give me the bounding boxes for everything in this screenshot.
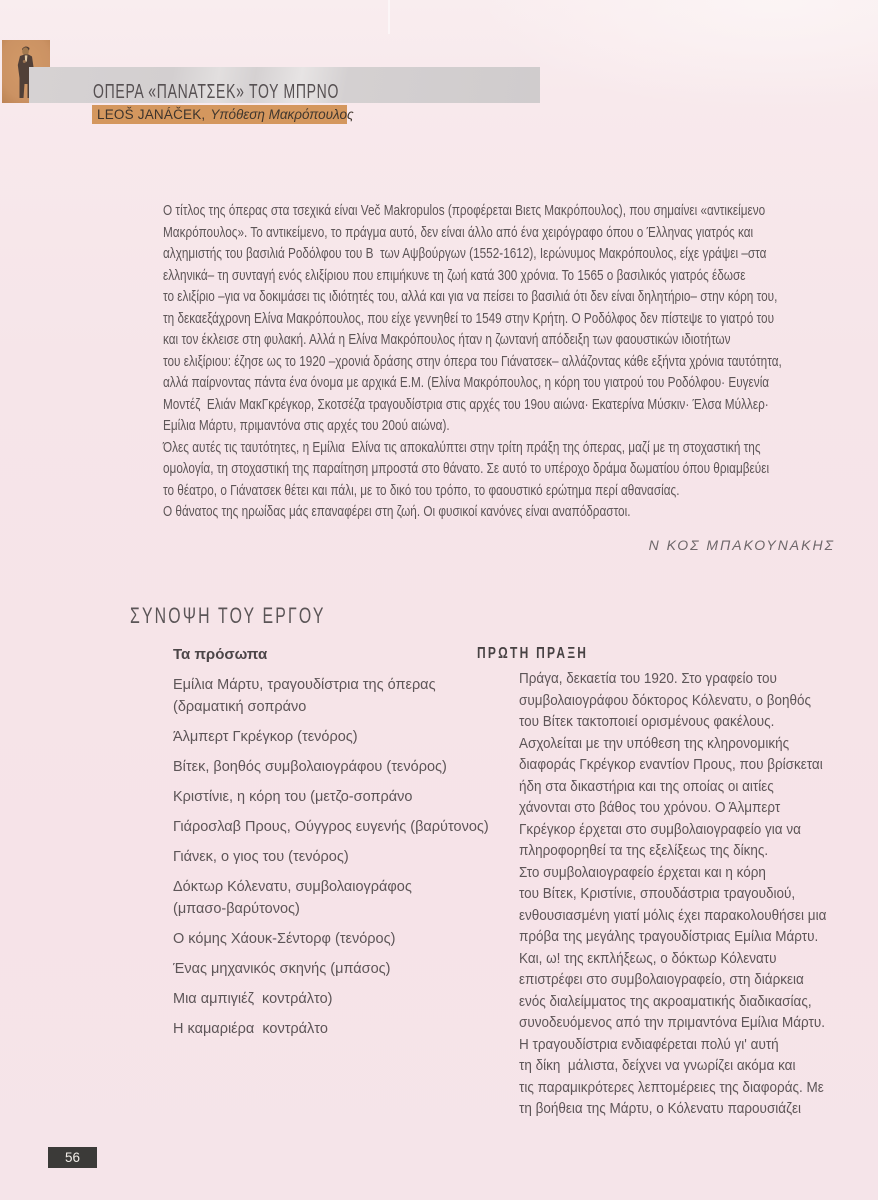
act1-line: συμβολαιογράφου δόκτορος Κόλενατυ, ο βοηθός [519,691,812,709]
character-item [173,846,489,868]
list-item-line: Κριστίνιε, η κόρη του (μετζο-σοπράνο [173,789,413,805]
act1-line: ήδη στα δικαστήρια και της οποίας οι αιτίες [519,777,774,795]
intro-line: Μοντέζ Ελιάν ΜακΓκρέγκορ, Σκοτσέζα τραγουδίστρια στις αρχές του 19ου αιώνα· Εκατερίνα Μύσκιν· Έλσα Μύλλερ· [163,395,769,413]
list-item-line: (δραματική σοπράνο [173,699,307,715]
character-item [173,756,489,778]
act1-line: επιστρέφει στο συμβολαιογραφείο, στη διάρκεια [519,971,804,988]
list-item-line: Ο κόμης Χάουκ-Σέντορφ (τενόρος) [173,931,396,947]
act1-line: Πράγα, δεκαετία του 1920. Στο γραφείο του [519,670,777,687]
intro-line: του ελιξίριου: έζησε ως το 1920 –χρονιά δράσης στην όπερα του Γιάνατσεκ– αλλάζοντας κάθε εξήντα χρόνια ταυτότητα, [163,352,782,370]
act1-line: Ασχολείται με την υπόθεση της κληρονομικής [519,734,790,752]
intro-line: και τον έκλεισε στη φυλακή. Αλλά η Ελίνα Μακρόπουλος ήταν η ζωντανή απόδειξη των φαουστικών ιδιοτήτων [163,331,731,348]
composer-name: LEOŠ JANÁČEK, [97,107,206,122]
character-item [173,786,489,808]
character-item [173,726,489,748]
intro-line: Ο θάνατος της ηρωίδας μάς επαναφέρει στη ζωή. Οι φυσικοί κανόνες είναι αναπόδραστοι. [163,503,631,520]
list-item-line: Η καμαριέρα κοντράλτο [173,1021,328,1037]
author-signature: Ν ΚΟΣ ΜΠΑΚΟΥΝΑΚΗΣ [648,537,835,553]
list-item-line: Δόκτωρ Κόλενατυ, συμβολαιογράφος [173,879,412,895]
intro-line: Ο τίτλος της όπερας στα τσεχικά είναι Več Makropulos (προφέρεται Βιετς Μακρόπουλος), που σημαίνει «αντικείμενο [163,202,766,219]
page-number: 56 [48,1147,97,1168]
act1-line: τη βοήθεια της Μάρτυ, ο Κόλενατυ παρουσιάζει [519,1100,802,1117]
act1-paragraph [519,668,861,1120]
character-item [173,958,489,980]
character-item [173,876,489,920]
opera-subtitle: Υπόθεση Μακρόπουλος [210,107,354,122]
list-item-line: (μπασο-βαρύτονος) [173,901,300,917]
list-item-line: Εμίλια Μάρτυ, τραγουδίστρια της όπερας [173,677,436,693]
intro-line: τη δεκαεξάχρονη Ελίνα Μακρόπουλος, που είχε γεννηθεί το 1549 στην Κρήτη. Ο Ροδόλφος δεν πίστεψε το γιατρό του [163,309,775,327]
list-item-line: Ένας μηχανικός σκηνής (μπάσος) [173,961,391,977]
intro-line: το ελιξίριο –για να δοκιμάσει τις ιδιότητές του, αλλά και για να πείσει το βασιλιά ότι δεν είναι δηλητήριο– στην κόρη του, [163,288,778,305]
act1-line: χάνονται στο βάθος του χρόνου. Ο Άλμπερτ [519,799,781,816]
list-item-line: Μια αμπιγιέζ κοντράλτο) [173,991,333,1007]
intro-line: ελληνικά– τη συνταγή ενός ελιξίριου που επιμήκυνε τη ζωή κατά 300 χρόνια. Το 1565 ο βασιλικός γιατρός έδωσε [163,266,746,284]
character-item [173,816,489,838]
scan-artifact-line [388,0,390,34]
characters-heading: Τα πρόσωπα [173,646,268,663]
character-item [173,674,489,718]
list-item-line: Γιάνεκ, ο γιος του (τενόρος) [173,849,349,865]
list-item-line: Άλμπερτ Γκρέγκορ (τενόρος) [173,729,358,745]
act1-line: συνοδευόμενος από την πριμαντόνα Εμίλια Μάρτυ. [519,1014,825,1031]
act1-line: Η τραγουδίστρια ενδιαφέρεται πολύ γι' αυτή [519,1035,779,1053]
intro-paragraph [163,200,854,523]
list-item-line: Γιάροσλαβ Πρους, Ούγγρος ευγενής (βαρύτονος) [173,819,489,835]
act1-line: Και, ω! της εκπλήξεως, ο δόκτωρ Κόλενατυ [519,949,777,967]
act1-line: του Βίτεκ τακτοποιεί ορισμένους φακέλους. [519,713,775,730]
character-item [173,1018,489,1040]
intro-line: ομολογία, τη στοχαστική της παραίτηση μπροστά στο θάνατο. Σε αυτό το υπέροχο δράμα δωματίου όπου θριαμβεύει [163,460,770,477]
character-list [173,644,489,1048]
character-item [173,988,489,1010]
intro-line: αλχημιστής του βασιλιά Ροδόλφου του Β των Αψβούργων (1552-1612), Ιερώνυμος Μακρόπουλος, είχε γράψει –στα [163,245,767,262]
act1-line: του Βίτεκ, Κριστίνιε, σπουδάστρια τραγουδιού, [519,885,796,902]
act1-line: Στο συμβολαιογραφείο έρχεται και η κόρη [519,863,766,881]
act1-line: πληροφορηθεί τα της εξελίξεως της δίκης. [519,842,769,859]
act1-line: ενός διαλείμματος της ακροαματικής διαδικασίας, [519,992,812,1010]
intro-line: Μακρόπουλος». Το αντικείμενο, το πράγμα αυτό, δεν είναι άλλο από ένα χειρόγραφο όπου ο Έλληνας γιατρός και [163,223,754,241]
intro-line: Όλες αυτές τις ταυτότητες, η Εμίλια Ελίνα τις αποκαλύπτει στην τρίτη πράξη της όπερας, μαζί με τη στοχαστική της [163,438,761,456]
list-item-line: Βίτεκ, βοηθός συμβολαιογράφου (τενόρος) [173,759,447,775]
act1-line: Γκρέγκορ έρχεται στο συμβολαιογραφείο για να [519,820,801,838]
character-items [173,674,489,1040]
act1-line: διαφοράς Γκρέγκορ εναντίον Πρους, που βρίσκεται [519,756,823,773]
character-item [173,928,489,950]
intro-line: το θέατρο, ο Γιάνατσεκ θέτει και πάλι, με το δικό του τρόπο, το φαουστικό ερώτημα περί αθανασίας. [163,481,680,499]
intro-line: Εμίλια Μάρτυ, πριμαντόνα στις αρχές του 20ού αιώνα). [163,417,450,434]
act1-line: πρόβα της μεγάλης τραγουδίστριας Εμίλια Μάρτυ. [519,928,819,945]
intro-line: αλλά παίρνοντας πάντα ένα όνομα με αρχικά Ε.Μ. (Ελίνα Μακρόπουλος, η κόρη του γιατρού του Ροδόλφου· Ευγενία [163,374,770,391]
synopsis-heading: ΣΥΝΟΨΗ ΤΟΥ ΕΡΓΟΥ [130,603,326,628]
opera-title: ΟΠΕΡΑ «ΠΑΝΑΤΣΕΚ» ΤΟΥ ΜΠΡΝΟ [93,81,340,103]
act1-line: τις παραμικρότερες λεπτομέρειες της διαφοράς. Με [519,1078,824,1096]
act1-line: ενθουσιασμένη γιατί μόλις έχει παρακολουθήσει μια [519,906,827,924]
act1-line: τη δίκη μάλιστα, δείχνει να γνωρίζει ακόμα και [519,1057,796,1074]
composer-bar [92,105,354,124]
act1-heading: ΠΡΩΤΗ ΠΡΑΞΗ [477,645,589,662]
